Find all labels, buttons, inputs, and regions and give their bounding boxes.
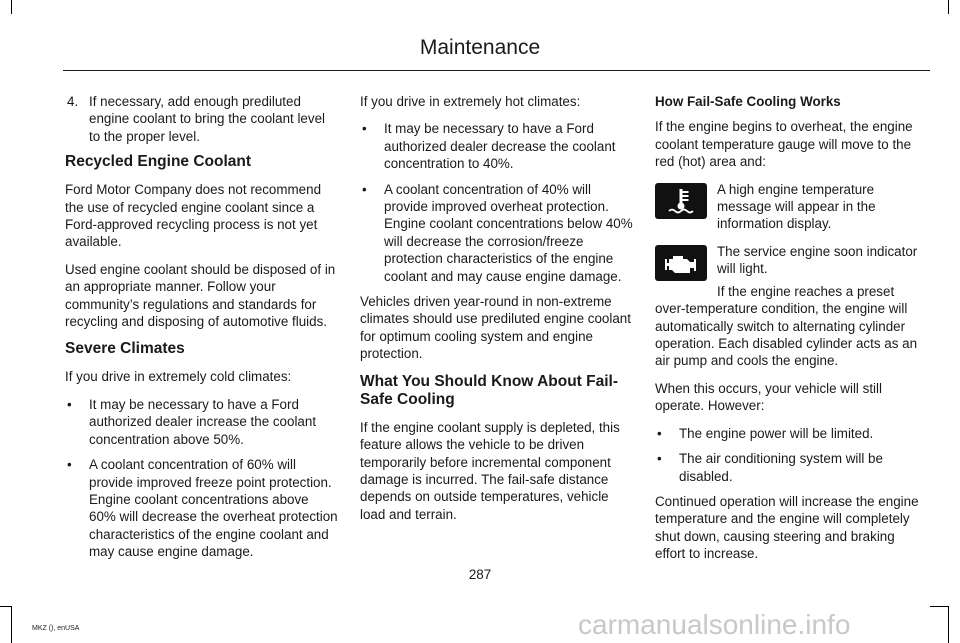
operation-paragraph: When this occurs, your vehicle will still operate. However: [655,380,882,414]
list-item [65,456,338,560]
step-number: 4. [67,94,79,109]
engine-temperature-warning-icon [655,183,707,219]
list-item-text: A coolant concentration of 60% will provide improved freeze point protection. Engine coolant concentrations above 60% will decrease the overheat protection characteristics of the engine coolant and may cause engine damage. [89,457,338,560]
bullet: • [657,451,662,467]
check-engine-icon [655,245,707,281]
fail-safe-paragraph: If the engine coolant supply is depleted, this feature allows the vehicle to be driven temporarily before incremental component damage is incurred. The fail-safe distance depends on outside temperatures, vehicle load and terrain. [360,419,620,522]
bullet: • [657,425,662,441]
left-column [65,93,338,569]
recycled-coolant-heading: Recycled Engine Coolant [65,153,252,171]
header-divider [63,70,930,71]
right-column [655,93,928,573]
procedure-step-4 [65,93,338,145]
page-title: Maintenance [419,36,541,59]
cold-climates-list [65,396,338,561]
bullet: • [67,457,72,473]
hot-climates-intro: If you drive in extremely hot climates: [360,94,581,109]
list-item-text: The air conditioning system will be disabled. [679,451,883,484]
list-item [360,120,633,172]
crop-mark-top-right-v [948,0,949,14]
step-text: If necessary, add enough prediluted engine coolant to bring the coolant level to the proper level. [89,94,325,144]
crop-mark-bottom-left-h [0,606,11,607]
bullet: • [362,181,367,197]
overheat-paragraph: If the engine begins to overheat, the engine coolant temperature gauge will move to the red (hot) area and: [655,119,913,170]
continued-operation-paragraph: Continued operation will increase the engine temperature and the engine will completely shut down, causing steering and braking effort to increase. [655,493,919,562]
list-item-text: The engine power will be limited. [679,425,874,441]
recycled-coolant-paragraph-2: Used engine coolant should be disposed of in an appropriate manner. Follow your community’s regulations and standards for recycling and disposing of automotive fluids. [65,261,336,330]
procedure-list [65,93,338,145]
list-item-text: It may be necessary to have a Ford authorized dealer increase the coolant concentration above 50%. [89,396,317,447]
middle-column [360,93,633,533]
hot-climates-list [360,120,633,285]
page-number: 287 [468,567,492,582]
service-engine-row [655,243,928,281]
fail-safe-heading: What You Should Know About Fail-Safe Cooling [360,372,619,408]
crop-mark-bottom-left-v [11,606,12,643]
recycled-coolant-paragraph-1: Ford Motor Company does not recommend the use of recycled engine coolant since a Ford-approved recycling process is not yet available. [65,182,322,250]
crop-mark-top-left-v [11,0,12,14]
bullet: • [362,121,367,137]
list-item [655,450,928,485]
bullet: • [67,396,72,412]
list-item [655,425,928,442]
list-item [65,396,338,448]
list-item [360,181,633,285]
limitations-list [655,425,928,485]
crop-mark-bottom-right-h [930,606,948,607]
year-round-paragraph: Vehicles driven year-round in non-extreme climates should use prediluted engine coolant for optimum cooling system and engine protection. [360,294,631,362]
temperature-warning-row [655,181,928,233]
crop-mark-bottom-right-v [948,606,949,643]
temperature-warning-text: A high engine temperature message will appear in the information display. [717,181,876,232]
over-temperature-paragraph: If the engine reaches a preset over-temperature condition, the engine will automatically switch to alternating cylinder operation. Each disabled cylinder acts as an air pump and cools the engine. [655,283,918,369]
list-item-text: It may be necessary to have a Ford authorized dealer decrease the coolant concentration to 40%. [384,121,616,172]
list-item-text: A coolant concentration of 40% will provide improved overheat protection. Engine coolant concentrations below 40% will decrease the corrosion/freeze protection characteristics of the engine coolant and may cause engine damage. [384,181,633,284]
how-fail-safe-works-heading: How Fail-Safe Cooling Works [655,94,841,109]
service-engine-text: The service engine soon indicator will light. [717,243,918,277]
watermark: carmanualsonline.info [578,609,851,640]
document-code: MKZ (), enUSA [32,625,80,632]
cold-climates-intro: If you drive in extremely cold climates: [65,369,292,385]
severe-climates-heading: Severe Climates [65,340,185,358]
